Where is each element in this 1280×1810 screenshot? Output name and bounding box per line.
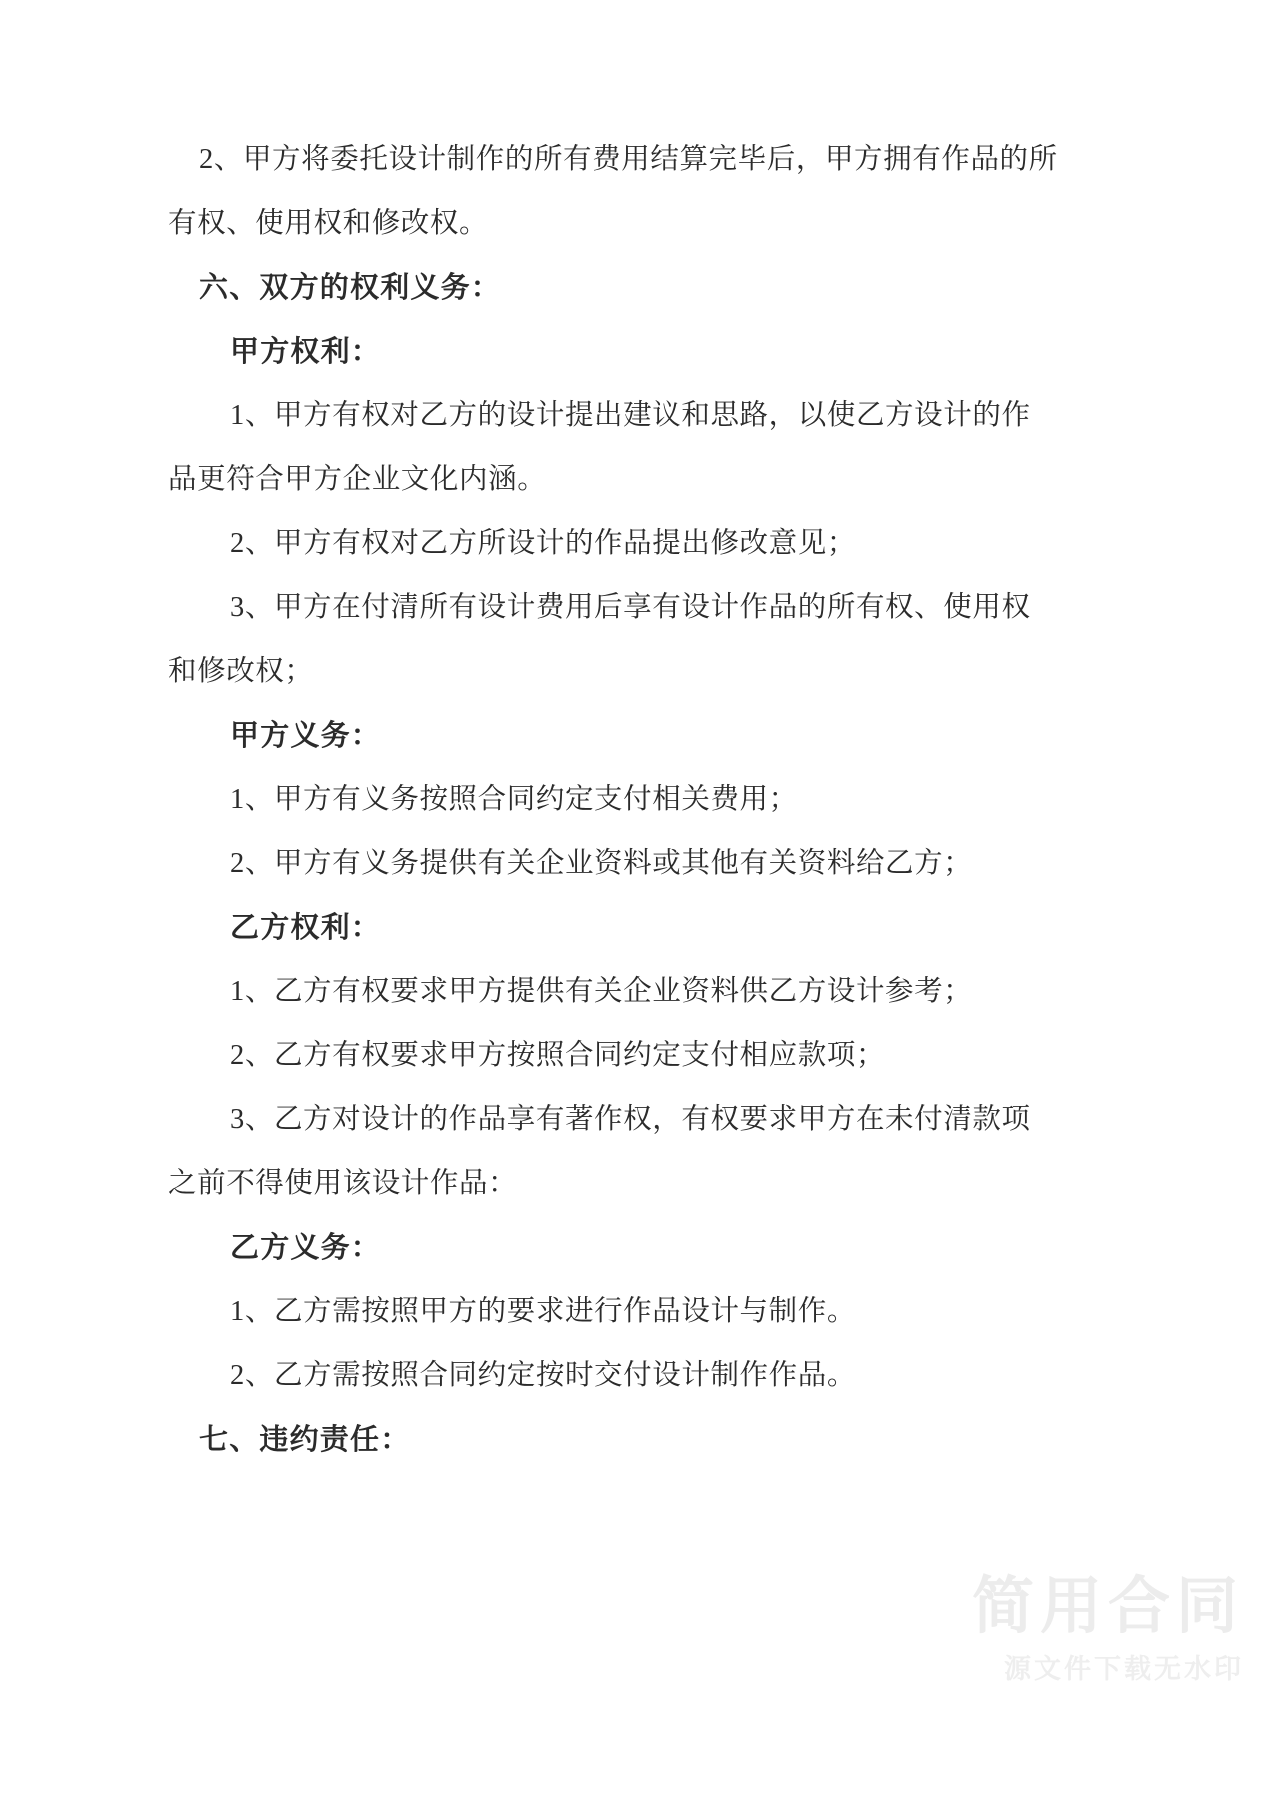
section-heading-breach-liability: 七、违约责任：	[199, 1424, 411, 1456]
paragraph-line: 1、乙方需按照甲方的要求进行作品设计与制作。	[230, 1296, 856, 1327]
subheading-party-a-obligations: 甲方义务：	[230, 720, 382, 752]
paragraph-line: 和修改权；	[168, 656, 314, 687]
watermark-brand: 简用合同	[971, 1568, 1244, 1642]
paragraph-line: 之前不得使用该设计作品：	[168, 1168, 518, 1199]
paragraph-line: 1、甲方有权对乙方的设计提出建议和思路，以使乙方设计的作	[230, 400, 1031, 431]
document-text-body	[168, 128, 1058, 1472]
section-heading-rights-obligations: 六、双方的权利义务：	[199, 272, 502, 304]
watermark-tagline: 源文件下载无水印	[1004, 1653, 1244, 1685]
paragraph-line: 3、乙方对设计的作品享有著作权，有权要求甲方在未付清款项	[230, 1104, 1031, 1135]
paragraph-line: 2、甲方将委托设计制作的所有费用结算完毕后，甲方拥有作品的所	[199, 144, 1058, 175]
watermark	[824, 1568, 1244, 1690]
paragraph-line: 2、乙方有权要求甲方按照合同约定支付相应款项；	[230, 1040, 886, 1071]
subheading-party-b-rights: 乙方权利：	[230, 912, 382, 944]
paragraph-line: 3、甲方在付清所有设计费用后享有设计作品的所有权、使用权	[230, 592, 1031, 623]
paragraph-line: 有权、使用权和修改权。	[168, 208, 489, 239]
subheading-party-a-rights: 甲方权利：	[230, 336, 382, 368]
paragraph-line: 2、甲方有权对乙方所设计的作品提出修改意见；	[230, 528, 856, 559]
subheading-party-b-obligations: 乙方义务：	[230, 1232, 382, 1264]
paragraph-line: 2、甲方有义务提供有关企业资料或其他有关资料给乙方；	[230, 848, 973, 879]
paragraph-line: 1、甲方有义务按照合同约定支付相关费用；	[230, 784, 798, 815]
paragraph-line: 2、乙方需按照合同约定按时交付设计制作作品。	[230, 1360, 856, 1391]
paragraph-line: 品更符合甲方企业文化内涵。	[168, 464, 547, 495]
paragraph-line: 1、乙方有权要求甲方提供有关企业资料供乙方设计参考；	[230, 976, 973, 1007]
